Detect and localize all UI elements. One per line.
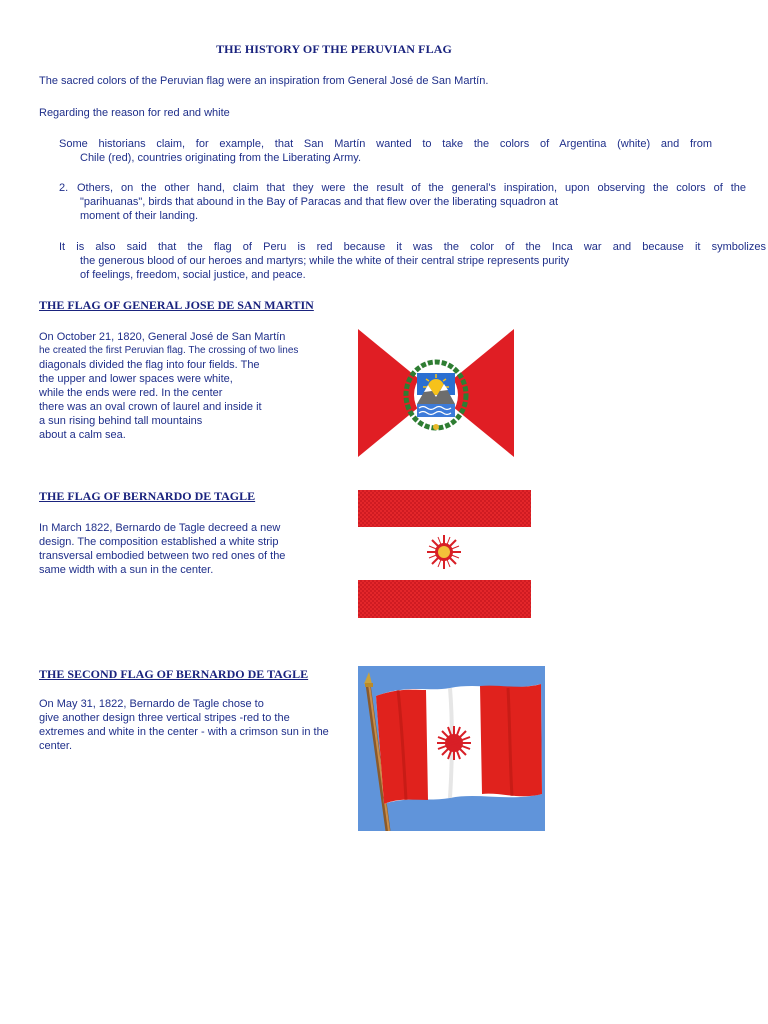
- text-line: On October 21, 1820, General José de San Martín: [39, 331, 286, 343]
- sun-emblem: [427, 535, 461, 569]
- text-line: same width with a sun in the center.: [39, 564, 214, 576]
- text-line: In March 1822, Bernardo de Tagle decreed a new: [39, 522, 281, 534]
- second-tagle-flag-heading: THE SECOND FLAG OF BERNARDO DE TAGLE: [39, 667, 309, 681]
- text-line: design. The composition established a white strip: [39, 536, 279, 548]
- text-line: while the ends were red. In the center: [39, 387, 223, 399]
- item-2-line-3: moment of their landing.: [80, 210, 199, 222]
- text-line: there was an oval crown of laurel and inside it: [39, 401, 262, 413]
- tagle-flag-text: [39, 521, 285, 577]
- second-tagle-flag-text: [39, 697, 329, 753]
- text-line: diagonals divided the flag into four fields. The: [39, 359, 260, 371]
- text-line: the upper and lower spaces were white,: [39, 373, 233, 385]
- item-1-line-2: Chile (red), countries originating from the Liberating Army.: [80, 152, 362, 164]
- item-2-number: 2.: [59, 182, 69, 194]
- second-tagle-flag-image: [358, 666, 545, 831]
- text-line: about a calm sea.: [39, 429, 126, 441]
- intro-paragraph: The sacred colors of the Peruvian flag were an inspiration from General José de San Martín.: [39, 75, 489, 87]
- text-line: give another design three vertical stripes -red to the: [39, 712, 290, 724]
- page-title: THE HISTORY OF THE PERUVIAN FLAG: [216, 42, 452, 56]
- text-line: transversal embodied between two red ones of the: [39, 550, 286, 562]
- item-3-line-3: of feelings, freedom, social justice, and peace.: [80, 269, 306, 281]
- text-line: a sun rising behind tall mountains: [39, 415, 203, 427]
- text-line: extremes and white in the center - with a crimson sun in the: [39, 726, 329, 738]
- crimson-sun: [437, 726, 471, 760]
- san-martin-heading: THE FLAG OF GENERAL JOSE DE SAN MARTIN: [39, 298, 314, 312]
- regarding-paragraph: Regarding the reason for red and white: [39, 107, 230, 119]
- san-martin-text: [39, 330, 298, 442]
- item-1-line-1: Some historians claim, for example, that San Martín wanted to take the colors of Argentina (white) and from: [59, 138, 712, 150]
- tagle-flag-image: [358, 490, 531, 618]
- item-2-line-2: "parihuanas", birds that abound in the Bay of Paracas and that flew over the liberating squadron at: [80, 196, 559, 208]
- san-martin-flag-image: [358, 329, 514, 457]
- text-line: On May 31, 1822, Bernardo de Tagle chose to: [39, 698, 264, 710]
- tagle-flag-heading: THE FLAG OF BERNARDO DE TAGLE: [39, 489, 256, 503]
- item-2-line-1: Others, on the other hand, claim that they were the result of the general's inspiration, upon observing the colors of the: [77, 182, 746, 194]
- text-line: center.: [39, 740, 73, 752]
- text-line: he created the first Peruvian flag. The crossing of two lines: [39, 345, 299, 356]
- item-3-line-1: It is also said that the flag of Peru is red because it was the color of the Inca war and because it symbolizes: [59, 241, 766, 253]
- item-3-line-2: the generous blood of our heroes and martyrs; while the white of their central stripe represents purity: [80, 255, 570, 267]
